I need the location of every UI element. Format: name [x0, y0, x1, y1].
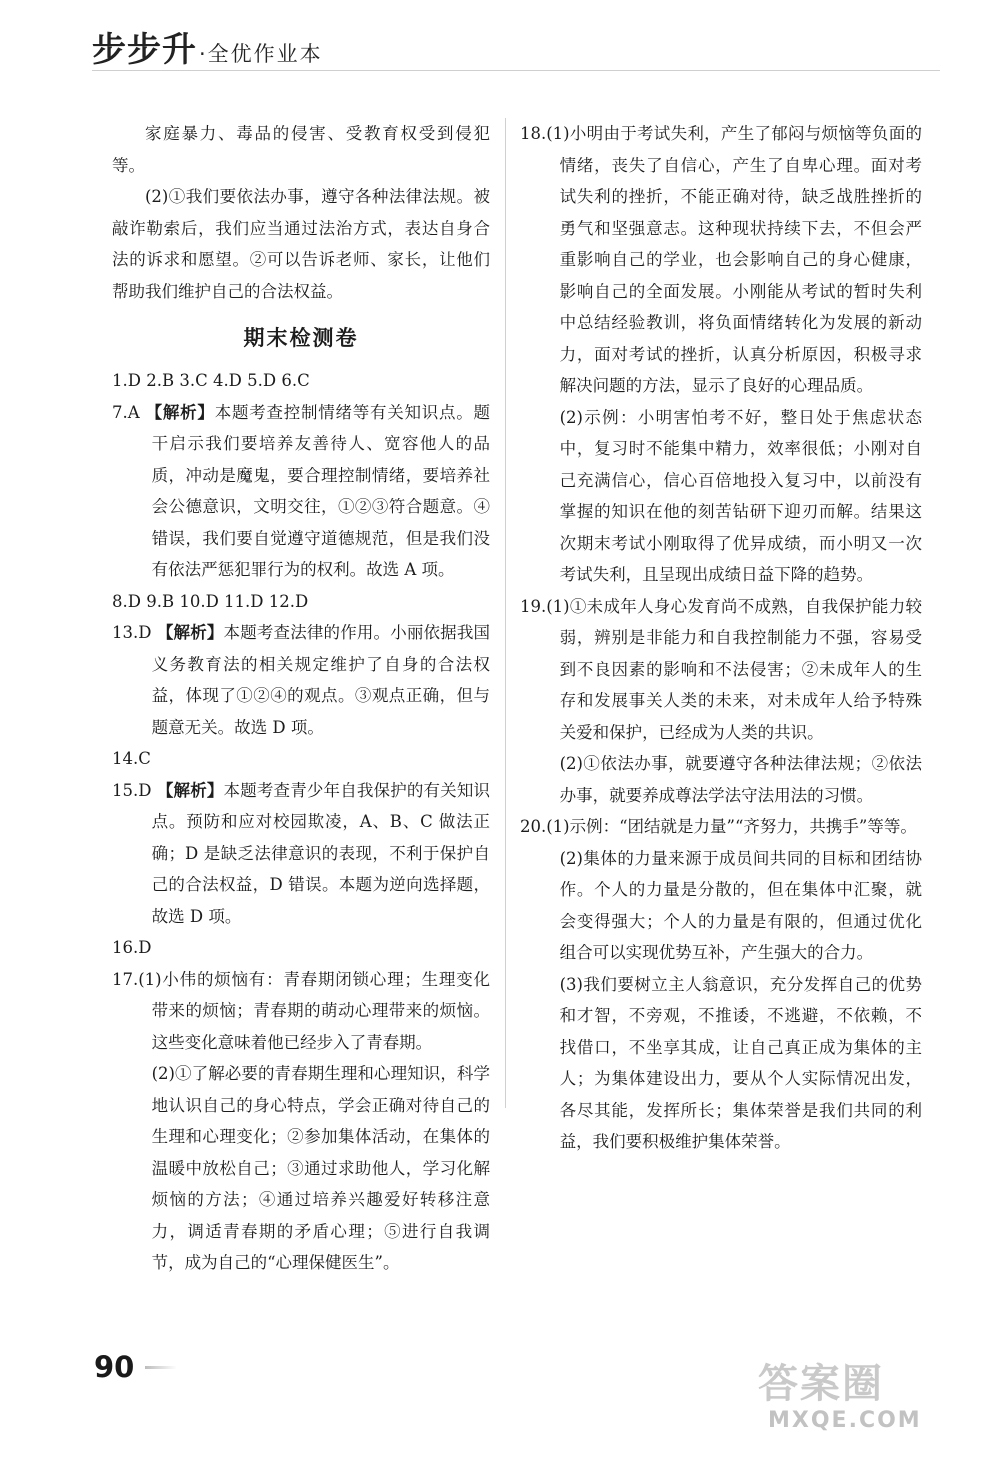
paragraph: (2)①我们要依法办事，遵守各种法律法规。被敲诈勒索后，我们应当通过法治方式，表达自身合法的诉求和愿望。②可以告诉老师、家长，让他们帮助我们维护自己的合法权益。: [112, 187, 490, 301]
answer-prefix: 7.A: [112, 402, 146, 422]
answer-text: 本题考查法律的作用。小丽依据我国义务教育法的相关规定维护了自身的合法权益，体现了①②④的观点。③观点正确，但与题意无关。故选 D 项。: [151, 623, 491, 737]
answer-q18-part1: 18.(1)小明由于考试失利，产生了郁闷与烦恼等负面的情绪，丧失了自信心，产生了自卑心理。面对考试失利的挫折，不能正确对待，缺乏战胜挫折的勇气和坚强意志。这种现状持续下去，不但会严重影响自己的学业，也会影响自己的身心健康，影响自己的全面发展。小刚能从考试的暂时失利中总结经验教训，将负面情绪转化为发展的新动力，面对考试的挫折，认真分析原因，积极寻求解决问题的方法，显示了良好的心理品质。: [520, 124, 922, 395]
brand-subtitle: ·全优作业本: [199, 42, 323, 66]
watermark: [758, 1360, 968, 1448]
watermark-logo: 答案圈: [758, 1361, 884, 1407]
answer-prefix: 15.D: [112, 780, 157, 800]
answer-line: 16.D: [112, 938, 152, 957]
page-header: [92, 22, 323, 68]
answer-line: 8.D 9.B 10.D 11.D 12.D: [112, 591, 309, 611]
watermark-url: MXQE.COM: [768, 1408, 922, 1433]
answer-q7: [112, 397, 490, 586]
answer-prefix: 13.D: [112, 623, 157, 642]
paragraph: 家庭暴力、毒品的侵害、受教育权受到侵犯等。: [112, 124, 490, 175]
answer-text: 本题考查青少年自我保护的有关知识点。预防和应对校园欺凌，A、B、C 做法正确；D 是缺乏法律意识的表现，不利于保护自己的合法权益，D 错误。本题为逆向选择题，故选 D 项。: [151, 780, 491, 926]
answer-line: 1.D 2.B 3.C 4.D 5.D 6.C: [112, 371, 310, 390]
analysis-tag: 【解析】: [156, 780, 224, 800]
page-number-decoration: [145, 1366, 177, 1369]
left-column: [112, 118, 490, 1279]
answer-q19-part2: (2)①依法办事，就要遵守各种法律法规；②依法办事，就要养成尊法学法守法用法的习惯。: [559, 754, 922, 805]
right-column: [520, 118, 922, 1158]
brand-logo: 步步升: [92, 30, 197, 70]
answer-q17-part2: (2)①了解必要的青春期生理和心理知识，科学地认识自己的身心特点，学会正确对待自己的生理和心理变化；②参加集体活动，在集体的温暖中放松自己；③通过求助他人，学习化解烦恼的方法；④通过培养兴趣爱好转移注意力，调适青春期的矛盾心理；⑤进行自我调节，成为自己的“心理保健医生”。: [151, 1064, 490, 1272]
answer-line: 14.C: [112, 749, 151, 768]
answer-q19-part1: 19.(1)①未成年人身心发育尚不成熟，自我保护能力较弱，辨别是非能力和自我控制能力不强，容易受到不良因素的影响和不法侵害；②未成年人的生存和发展事关人类的未来，对未成年人给予特殊关爱和保护，已经成为人类的共识。: [520, 596, 922, 742]
answer-q13: [112, 617, 490, 743]
section-title: 期末检测卷: [243, 326, 359, 350]
answer-text: 本题考查控制情绪等有关知识点。题干启示我们要培养友善待人、宽容他人的品质，冲动是魔鬼，要合理控制情绪，要培养社会公德意识，文明交往，①②③符合题意。④错误，我们要自觉遵守道德规范，但是我们没有依法严惩犯罪行为的权利。故选 A 项。: [151, 402, 491, 579]
column-divider: [505, 118, 506, 1108]
page-number: 90: [94, 1350, 135, 1384]
answer-q20-part1: 20.(1)示例：“团结就是力量”“齐努力，共携手”等等。: [520, 817, 917, 836]
answer-q15: [112, 775, 490, 933]
analysis-tag: 【解析】: [156, 623, 224, 642]
analysis-tag: 【解析】: [145, 402, 215, 422]
answer-q20-part3: (3)我们要树立主人翁意识，充分发挥自己的优势和才智，不旁观，不推诿，不逃避，不依赖，不找借口，不坐享其成，让自己真正成为集体的主人；为集体建设出力，要从个人实际情况出发，各尽其能，发挥所长；集体荣誉是我们共同的利益，我们要积极维护集体荣誉。: [559, 974, 922, 1151]
answer-q20-part2: (2)集体的力量来源于成员间共同的目标和团结协作。个人的力量是分散的，但在集体中汇聚，就会变得强大；个人的力量是有限的，但通过优化组合可以实现优势互补，产生强大的合力。: [559, 848, 922, 962]
header-rule: [92, 70, 940, 71]
answer-q17-part1: 17.(1)小伟的烦恼有：青春期闭锁心理；生理变化带来的烦恼；青春期的萌动心理带来的烦恼。这些变化意味着他已经步入了青春期。: [112, 969, 490, 1052]
answer-q18-part2: (2)示例：小明害怕考不好，整日处于焦虑状态中，复习时不能集中精力，效率很低；小刚对自己充满信心，信心百倍地投入复习中，以前没有掌握的知识在他的刻苦钻研下迎刃而解。结果这次期末考试小刚取得了优异成绩，而小明又一次考试失利，且呈现出成绩日益下降的趋势。: [559, 407, 922, 584]
